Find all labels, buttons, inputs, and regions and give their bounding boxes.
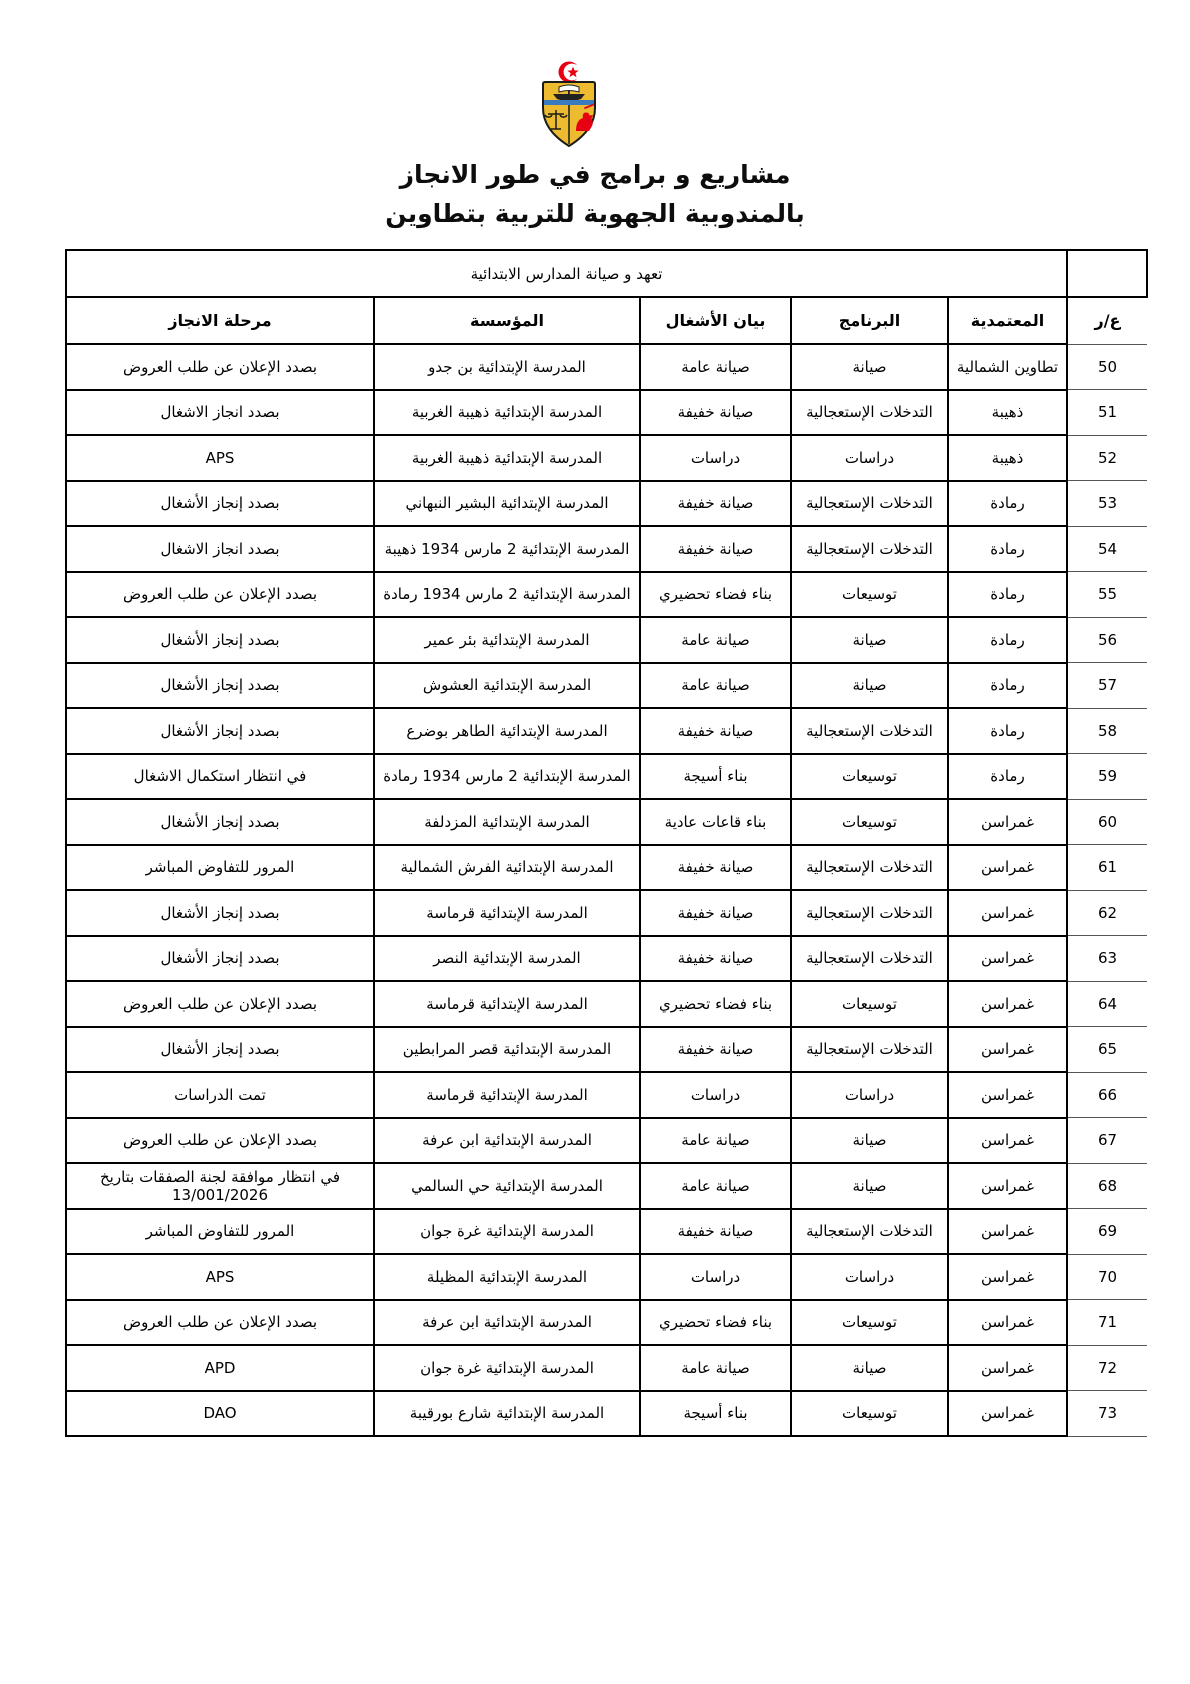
program-cell: صيانة xyxy=(791,1345,948,1391)
institution-cell: المدرسة الإبتدائية غرة جوان xyxy=(374,1209,640,1255)
delegation-cell: غمراسن xyxy=(948,1027,1067,1073)
table-header-row xyxy=(66,297,1147,344)
table-row xyxy=(66,1027,1147,1073)
institution-cell: المدرسة الإبتدائية شارع بورقيبة xyxy=(374,1391,640,1437)
works-description-cell: بناء فضاء تحضيري xyxy=(640,572,791,618)
delegation-cell: غمراسن xyxy=(948,1209,1067,1255)
delegation-cell: ذهيبة xyxy=(948,435,1067,481)
table-row xyxy=(66,617,1147,663)
progress-stage-cell: بصدد الإعلان عن طلب العروض xyxy=(66,572,374,618)
works-description-cell: دراسات xyxy=(640,435,791,481)
institution-cell: المدرسة الإبتدائية المزدلفة xyxy=(374,799,640,845)
serial-number-cell: 64 xyxy=(1067,981,1147,1027)
serial-number-cell: 58 xyxy=(1067,708,1147,754)
works-description-cell: بناء فضاء تحضيري xyxy=(640,1300,791,1346)
delegation-cell: غمراسن xyxy=(948,890,1067,936)
column-header-program: البرنامج xyxy=(791,297,948,344)
works-description-cell: بناء أسيجة xyxy=(640,1391,791,1437)
progress-stage-cell: المرور للتفاوض المباشر xyxy=(66,845,374,891)
table-banner-row xyxy=(66,250,1147,297)
column-header-delegation: المعتمدية xyxy=(948,297,1067,344)
document-title-line2: بالمندوبية الجهوية للتربية بتطاوين xyxy=(385,199,805,228)
table-row xyxy=(66,890,1147,936)
works-description-cell: صيانة خفيفة xyxy=(640,936,791,982)
tunisia-coat-of-arms-icon xyxy=(538,60,600,148)
progress-stage-cell: في انتظار موافقة لجنة الصفقات بتاريخ 13/001/2026 xyxy=(66,1163,374,1209)
table-row xyxy=(66,754,1147,800)
delegation-cell: رمادة xyxy=(948,708,1067,754)
institution-cell: المدرسة الإبتدائية 2 مارس 1934 رمادة xyxy=(374,572,640,618)
institution-cell: المدرسة الإبتدائية قصر المرابطين xyxy=(374,1027,640,1073)
progress-stage-cell: بصدد إنجاز الأشغال xyxy=(66,1027,374,1073)
progress-stage-cell: بصدد إنجاز الأشغال xyxy=(66,663,374,709)
table-row xyxy=(66,981,1147,1027)
table-row xyxy=(66,1209,1147,1255)
institution-cell: المدرسة الإبتدائية المظيلة xyxy=(374,1254,640,1300)
program-cell: التدخلات الإستعجالية xyxy=(791,1209,948,1255)
delegation-cell: غمراسن xyxy=(948,1300,1067,1346)
program-cell: التدخلات الإستعجالية xyxy=(791,845,948,891)
delegation-cell: غمراسن xyxy=(948,1391,1067,1437)
serial-number-cell: 61 xyxy=(1067,845,1147,891)
program-cell: توسيعات xyxy=(791,754,948,800)
serial-number-cell: 59 xyxy=(1067,754,1147,800)
institution-cell: المدرسة الإبتدائية الطاهر بوضرع xyxy=(374,708,640,754)
institution-cell: المدرسة الإبتدائية غرة جوان xyxy=(374,1345,640,1391)
program-cell: صيانة xyxy=(791,1118,948,1164)
table-row xyxy=(66,1118,1147,1164)
serial-number-cell: 66 xyxy=(1067,1072,1147,1118)
progress-stage-cell: بصدد انجاز الاشغال xyxy=(66,390,374,436)
works-description-cell: صيانة خفيفة xyxy=(640,708,791,754)
serial-number-cell: 60 xyxy=(1067,799,1147,845)
institution-cell: المدرسة الإبتدائية ابن عرفة xyxy=(374,1300,640,1346)
works-description-cell: دراسات xyxy=(640,1072,791,1118)
institution-cell: المدرسة الإبتدائية ذهيبة الغربية xyxy=(374,435,640,481)
works-description-cell: صيانة عامة xyxy=(640,1345,791,1391)
progress-stage-cell: DAO xyxy=(66,1391,374,1437)
progress-stage-cell: APD xyxy=(66,1345,374,1391)
works-description-cell: صيانة عامة xyxy=(640,344,791,390)
program-cell: التدخلات الإستعجالية xyxy=(791,708,948,754)
works-description-cell: صيانة خفيفة xyxy=(640,845,791,891)
serial-number-cell: 71 xyxy=(1067,1300,1147,1346)
delegation-cell: غمراسن xyxy=(948,1118,1067,1164)
delegation-cell: غمراسن xyxy=(948,1345,1067,1391)
delegation-cell: ذهيبة xyxy=(948,390,1067,436)
works-description-cell: بناء فضاء تحضيري xyxy=(640,981,791,1027)
delegation-cell: رمادة xyxy=(948,663,1067,709)
institution-cell: المدرسة الإبتدائية قرماسة xyxy=(374,1072,640,1118)
works-description-cell: صيانة خفيفة xyxy=(640,1209,791,1255)
serial-number-cell: 67 xyxy=(1067,1118,1147,1164)
institution-cell: المدرسة الإبتدائية الفرش الشمالية xyxy=(374,845,640,891)
works-description-cell: صيانة خفيفة xyxy=(640,390,791,436)
program-cell: توسيعات xyxy=(791,572,948,618)
works-description-cell: صيانة عامة xyxy=(640,663,791,709)
column-header-stage: مرحلة الانجاز xyxy=(66,297,374,344)
table-row xyxy=(66,1072,1147,1118)
table-row xyxy=(66,435,1147,481)
serial-number-cell: 65 xyxy=(1067,1027,1147,1073)
document-header xyxy=(0,60,1190,230)
delegation-cell: غمراسن xyxy=(948,845,1067,891)
table-row xyxy=(66,845,1147,891)
progress-stage-cell: بصدد الإعلان عن طلب العروض xyxy=(66,344,374,390)
institution-cell: المدرسة الإبتدائية 2 مارس 1934 رمادة xyxy=(374,754,640,800)
program-cell: صيانة xyxy=(791,617,948,663)
program-cell: التدخلات الإستعجالية xyxy=(791,936,948,982)
works-description-cell: صيانة خفيفة xyxy=(640,1027,791,1073)
progress-stage-cell: بصدد إنجاز الأشغال xyxy=(66,799,374,845)
progress-stage-cell: المرور للتفاوض المباشر xyxy=(66,1209,374,1255)
delegation-cell: رمادة xyxy=(948,526,1067,572)
serial-number-cell: 56 xyxy=(1067,617,1147,663)
delegation-cell: رمادة xyxy=(948,481,1067,527)
delegation-cell: غمراسن xyxy=(948,981,1067,1027)
program-cell: دراسات xyxy=(791,1254,948,1300)
works-description-cell: دراسات xyxy=(640,1254,791,1300)
program-cell: التدخلات الإستعجالية xyxy=(791,890,948,936)
serial-number-cell: 55 xyxy=(1067,572,1147,618)
institution-cell: المدرسة الإبتدائية ذهيبة الغربية xyxy=(374,390,640,436)
column-header-institution: المؤسسة xyxy=(374,297,640,344)
institution-cell: المدرسة الإبتدائية قرماسة xyxy=(374,981,640,1027)
document-title-line1: مشاريع و برامج في طور الانجاز xyxy=(399,160,791,189)
progress-stage-cell: بصدد انجاز الاشغال xyxy=(66,526,374,572)
program-cell: توسيعات xyxy=(791,799,948,845)
institution-cell: المدرسة الإبتدائية حي السالمي xyxy=(374,1163,640,1209)
progress-stage-cell: تمت الدراسات xyxy=(66,1072,374,1118)
progress-stage-cell: بصدد إنجاز الأشغال xyxy=(66,481,374,527)
institution-cell: المدرسة الإبتدائية البشير النبهاني xyxy=(374,481,640,527)
works-description-cell: بناء قاعات عادية xyxy=(640,799,791,845)
serial-number-cell: 57 xyxy=(1067,663,1147,709)
serial-number-cell: 53 xyxy=(1067,481,1147,527)
institution-cell: المدرسة الإبتدائية النصر xyxy=(374,936,640,982)
delegation-cell: غمراسن xyxy=(948,1254,1067,1300)
program-cell: التدخلات الإستعجالية xyxy=(791,481,948,527)
program-cell: توسيعات xyxy=(791,1391,948,1437)
program-cell: توسيعات xyxy=(791,981,948,1027)
delegation-cell: تطاوين الشمالية xyxy=(948,344,1067,390)
serial-number-cell: 68 xyxy=(1067,1163,1147,1209)
serial-number-cell: 73 xyxy=(1067,1391,1147,1437)
works-description-cell: بناء أسيجة xyxy=(640,754,791,800)
institution-cell: المدرسة الإبتدائية ابن عرفة xyxy=(374,1118,640,1164)
serial-number-cell: 69 xyxy=(1067,1209,1147,1255)
table-row xyxy=(66,1391,1147,1437)
serial-number-cell: 51 xyxy=(1067,390,1147,436)
works-description-cell: صيانة خفيفة xyxy=(640,481,791,527)
table-row xyxy=(66,663,1147,709)
table-row xyxy=(66,481,1147,527)
column-header-serial: ع/ر xyxy=(1067,297,1147,344)
delegation-cell: رمادة xyxy=(948,617,1067,663)
table-row xyxy=(66,344,1147,390)
projects-table-body xyxy=(66,344,1147,1436)
serial-number-cell: 63 xyxy=(1067,936,1147,982)
delegation-cell: غمراسن xyxy=(948,1072,1067,1118)
program-cell: التدخلات الإستعجالية xyxy=(791,526,948,572)
program-cell: دراسات xyxy=(791,435,948,481)
serial-number-cell: 72 xyxy=(1067,1345,1147,1391)
program-cell: توسيعات xyxy=(791,1300,948,1346)
works-description-cell: صيانة خفيفة xyxy=(640,526,791,572)
column-header-works: بيان الأشغال xyxy=(640,297,791,344)
table-row xyxy=(66,526,1147,572)
table-row xyxy=(66,708,1147,754)
serial-number-cell: 62 xyxy=(1067,890,1147,936)
table-row xyxy=(66,936,1147,982)
progress-stage-cell: بصدد إنجاز الأشغال xyxy=(66,936,374,982)
institution-cell: المدرسة الإبتدائية العشوش xyxy=(374,663,640,709)
serial-number-cell: 54 xyxy=(1067,526,1147,572)
institution-cell: المدرسة الإبتدائية بن جدو xyxy=(374,344,640,390)
institution-cell: المدرسة الإبتدائية بئر عمير xyxy=(374,617,640,663)
works-description-cell: صيانة عامة xyxy=(640,1163,791,1209)
projects-table xyxy=(65,249,1148,1437)
institution-cell: المدرسة الإبتدائية قرماسة xyxy=(374,890,640,936)
progress-stage-cell: APS xyxy=(66,1254,374,1300)
program-cell: صيانة xyxy=(791,1163,948,1209)
progress-stage-cell: في انتظار استكمال الاشغال xyxy=(66,754,374,800)
table-row xyxy=(66,1254,1147,1300)
institution-cell: المدرسة الإبتدائية 2 مارس 1934 ذهيبة xyxy=(374,526,640,572)
program-cell: التدخلات الإستعجالية xyxy=(791,390,948,436)
delegation-cell: رمادة xyxy=(948,754,1067,800)
delegation-cell: رمادة xyxy=(948,572,1067,618)
program-cell: صيانة xyxy=(791,663,948,709)
progress-stage-cell: APS xyxy=(66,435,374,481)
progress-stage-cell: بصدد إنجاز الأشغال xyxy=(66,890,374,936)
program-cell: دراسات xyxy=(791,1072,948,1118)
works-description-cell: صيانة خفيفة xyxy=(640,890,791,936)
program-cell: التدخلات الإستعجالية xyxy=(791,1027,948,1073)
program-cell: صيانة xyxy=(791,344,948,390)
works-description-cell: صيانة عامة xyxy=(640,1118,791,1164)
delegation-cell: غمراسن xyxy=(948,936,1067,982)
serial-number-cell: 70 xyxy=(1067,1254,1147,1300)
progress-stage-cell: بصدد الإعلان عن طلب العروض xyxy=(66,981,374,1027)
table-row xyxy=(66,1300,1147,1346)
table-row xyxy=(66,1345,1147,1391)
table-row xyxy=(66,390,1147,436)
banner-spacer-cell xyxy=(1067,250,1147,297)
delegation-cell: غمراسن xyxy=(948,799,1067,845)
works-description-cell: صيانة عامة xyxy=(640,617,791,663)
table-banner-title: تعهد و صيانة المدارس الابتدائية xyxy=(66,250,1067,297)
table-row xyxy=(66,799,1147,845)
progress-stage-cell: بصدد الإعلان عن طلب العروض xyxy=(66,1300,374,1346)
serial-number-cell: 50 xyxy=(1067,344,1147,390)
progress-stage-cell: بصدد إنجاز الأشغال xyxy=(66,617,374,663)
serial-number-cell: 52 xyxy=(1067,435,1147,481)
table-row xyxy=(66,572,1147,618)
delegation-cell: غمراسن xyxy=(948,1163,1067,1209)
progress-stage-cell: بصدد إنجاز الأشغال xyxy=(66,708,374,754)
progress-stage-cell: بصدد الإعلان عن طلب العروض xyxy=(66,1118,374,1164)
table-row xyxy=(66,1163,1147,1209)
